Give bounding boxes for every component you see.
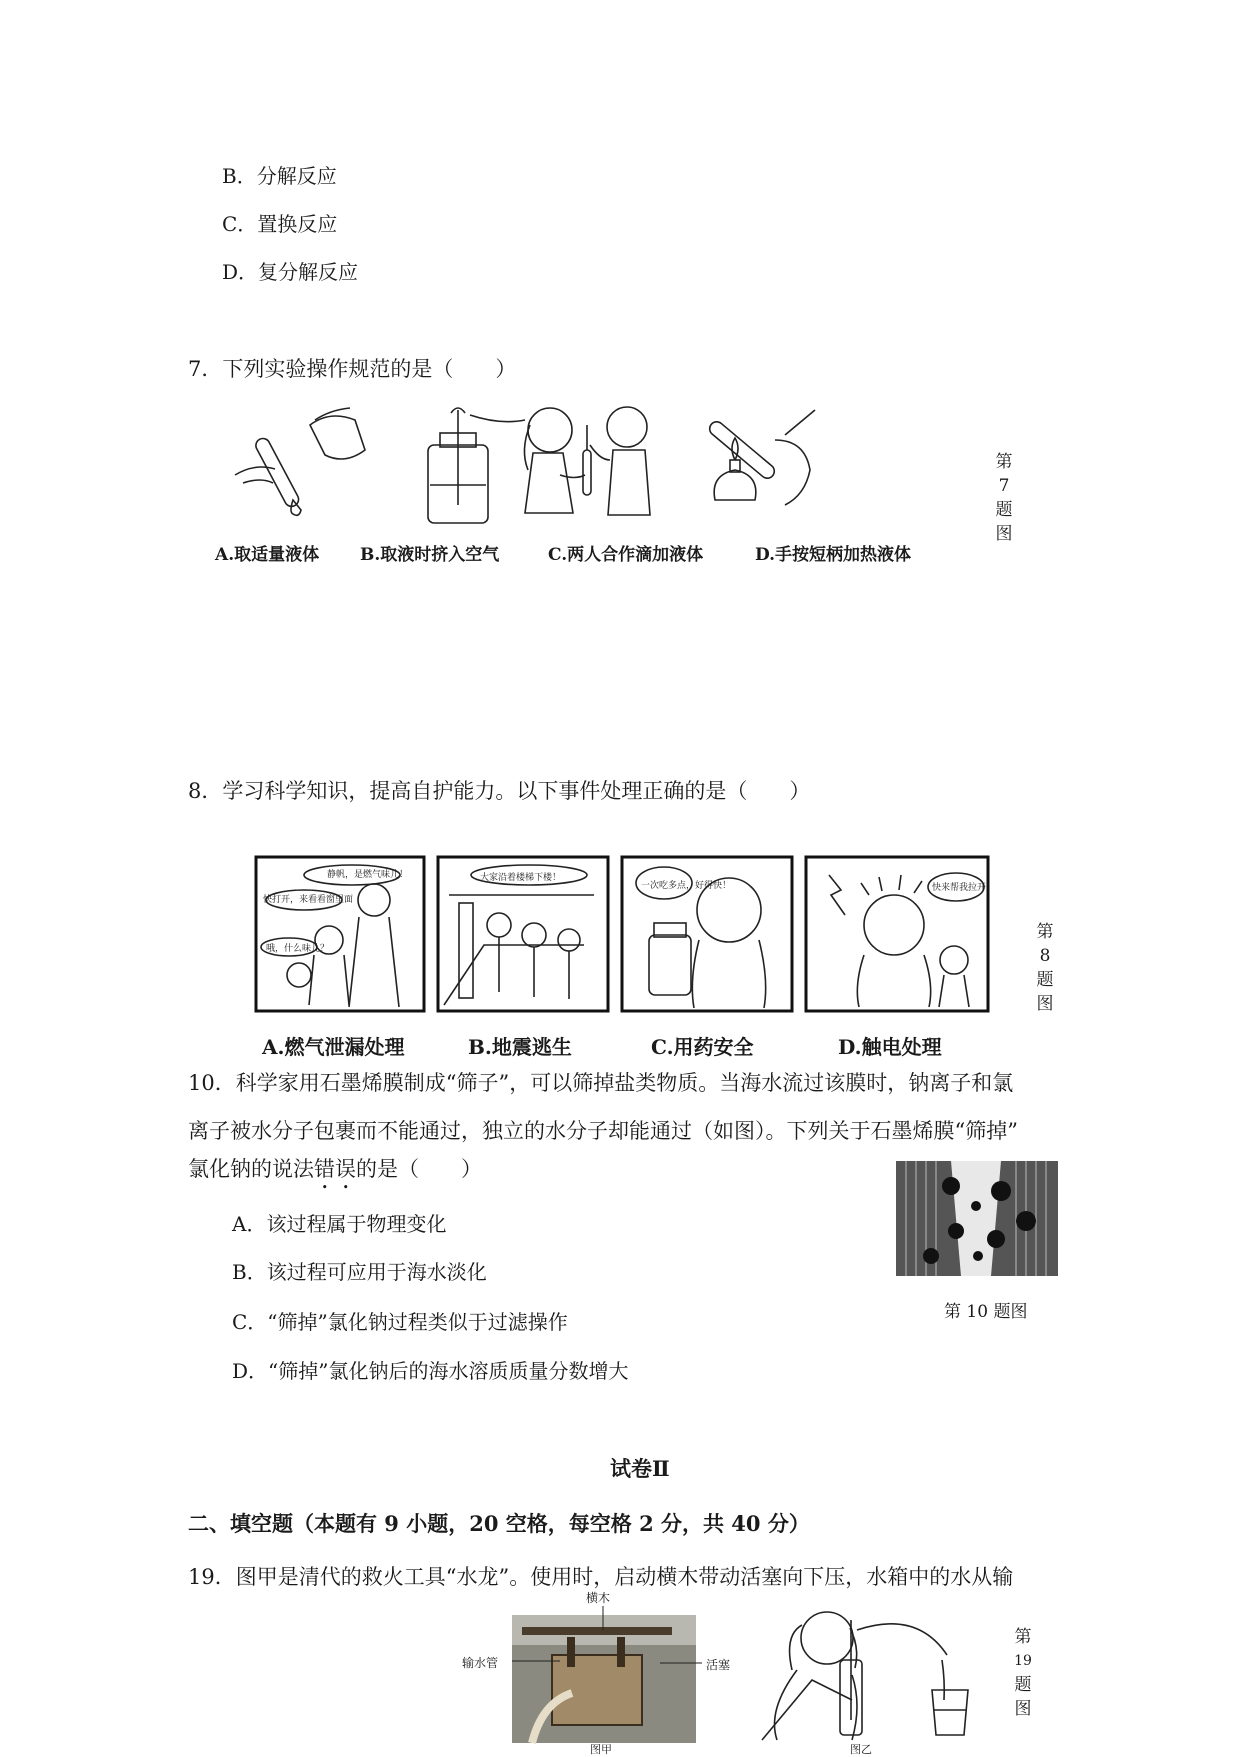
q8-bubble-a1: 静帆，是燃气味儿！ [327, 870, 409, 880]
q10-option-b: B．该过程可应用于海水淡化 [232, 1260, 487, 1284]
q7-caption-c: C.两人合作滴加液体 [548, 545, 704, 565]
q8-caption-b: B.地震逃生 [468, 1035, 572, 1059]
q19-label-crossbar: 横木 [586, 1591, 611, 1605]
q6-option-b: B．分解反应 [222, 164, 337, 188]
q7-caption-a: A.取适量液体 [215, 545, 320, 565]
q7-caption-b: B.取液时挤入空气 [360, 545, 500, 565]
q8-caption-c: C.用药安全 [651, 1035, 754, 1059]
q10-stem-line3: 氯化钠的说法错误的是（ ） [188, 1157, 482, 1181]
q6-option-d: D．复分解反应 [222, 260, 359, 284]
emphasis-mark: 错误 [314, 1157, 356, 1181]
q19-stem: 19．图甲是清代的救火工具“水龙”。使用时，启动横木带动活塞向下压，水箱中的水从输 [188, 1565, 1014, 1589]
q19-label-fig-a: 图甲 [590, 1743, 612, 1756]
q8-bubble-a3: 哦，什么味儿？ [266, 944, 330, 954]
q19-label-pipe: 输水管 [462, 1656, 499, 1670]
q7-stem: 7．下列实验操作规范的是（ ） [188, 357, 517, 381]
q8-bubble-b1: 大家沿着楼梯下楼！ [480, 873, 562, 883]
q8-bubble-a2: 快打开，来看看窗里面 [263, 895, 354, 905]
q6-option-c: C．置换反应 [222, 212, 338, 236]
q19-figure-label: 第 19 题 图 [1014, 1627, 1032, 1719]
q19-label-piston: 活塞 [706, 1658, 731, 1672]
q10-stem-line1: 10．科学家用石墨烯膜制成“筛子”，可以筛掉盐类物质。当海水流过该膜时，钠离子和氯 [188, 1071, 1014, 1095]
q8-stem: 8．学习科学知识，提高自护能力。以下事件处理正确的是（ ） [188, 779, 811, 803]
q10-option-a: A．该过程属于物理变化 [232, 1212, 447, 1236]
q8-caption-a: A.燃气泄漏处理 [262, 1035, 405, 1059]
q19-label-fig-b: 图乙 [850, 1743, 872, 1756]
q19-illustration-b [762, 1600, 992, 1745]
q8-figure-label: 第 8 题 图 [1036, 922, 1054, 1014]
q8-bubble-c1: 一次吃多点，好得快！ [641, 881, 732, 891]
q8-caption-d: D.触电处理 [838, 1035, 942, 1059]
q10-option-d: D．“筛掉”氯化钠后的海水溶质质量分数增大 [232, 1359, 629, 1383]
q10-stem-line2: 离子被水分子包裹而不能通过，独立的水分子却能通过（如图）。下列关于石墨烯膜“筛掉” [188, 1119, 1018, 1143]
q7-figure-label: 第 7 题 图 [995, 452, 1013, 544]
q7-caption-d: D.手按短柄加热液体 [755, 545, 912, 565]
q10-option-c: C．“筛掉”氯化钠过程类似于过滤操作 [232, 1310, 568, 1334]
q10-figure-label: 第 10 题图 [944, 1302, 1028, 1322]
section-heading: 二、填空题（本题有 9 小题，20 空格，每空格 2 分，共 40 分） [188, 1511, 810, 1536]
paper-section-title: 试卷Ⅱ [610, 1456, 670, 1481]
q8-bubble-d1: 快来帮我拉开！ [932, 883, 996, 893]
